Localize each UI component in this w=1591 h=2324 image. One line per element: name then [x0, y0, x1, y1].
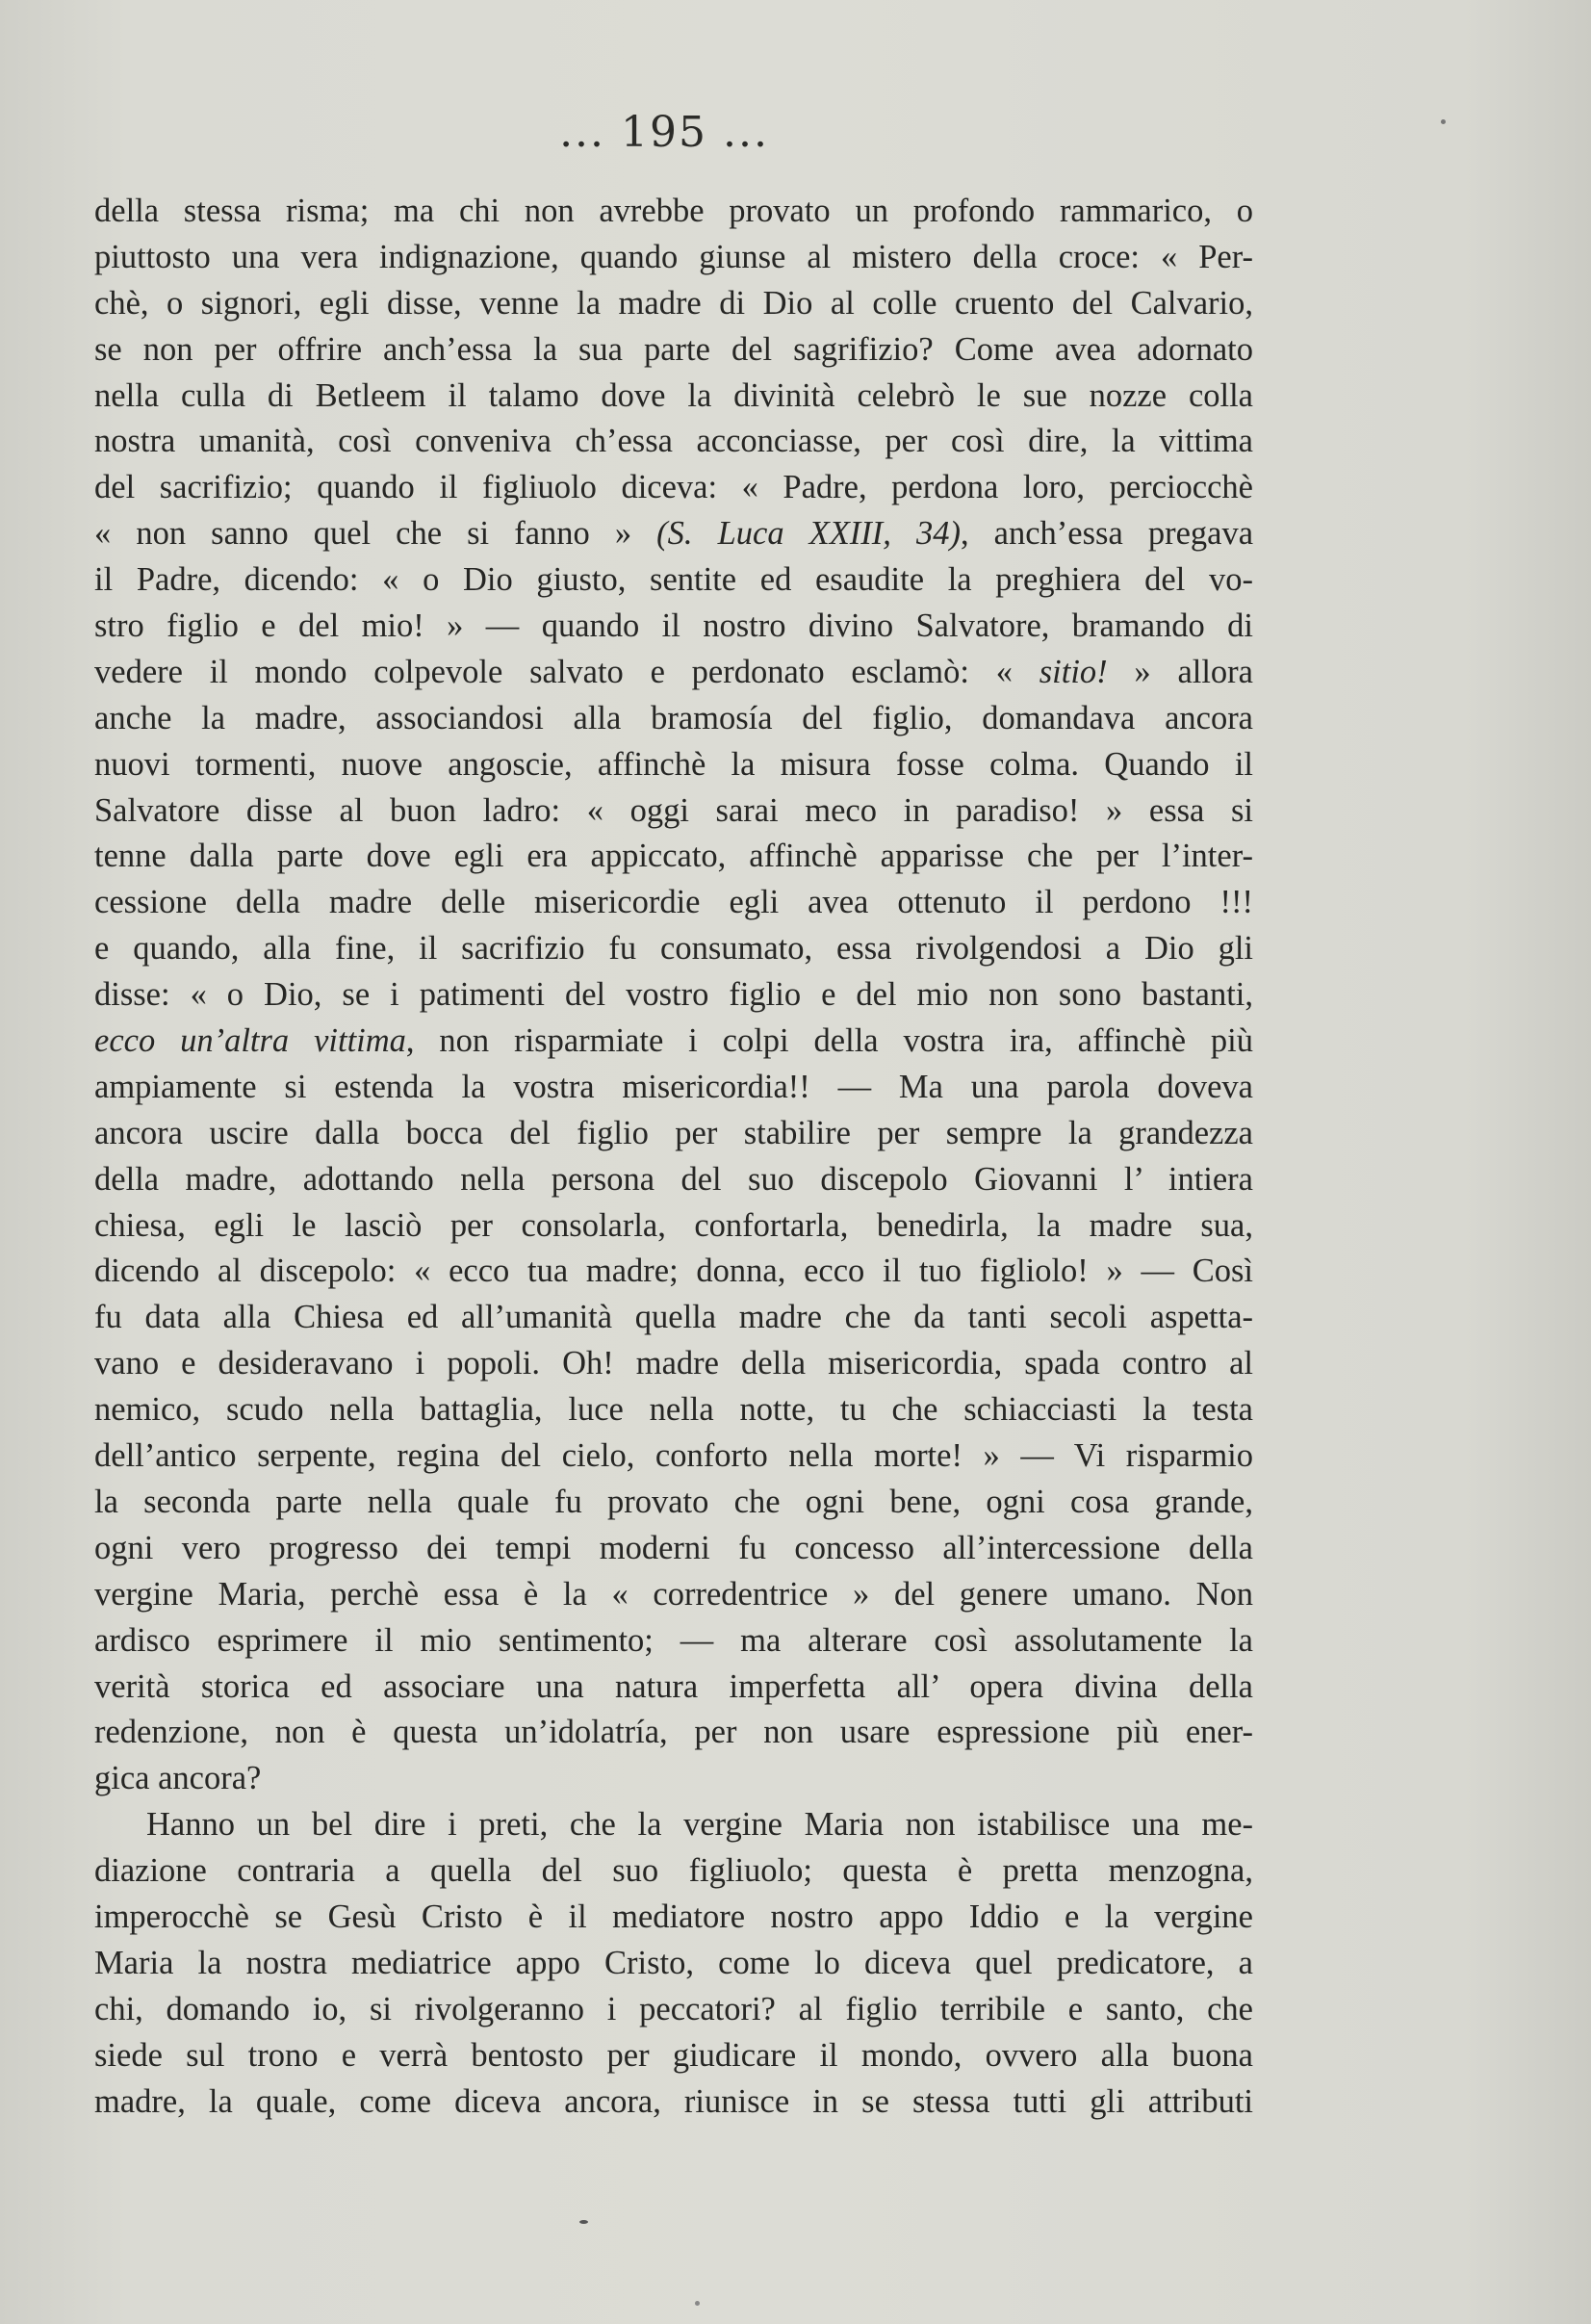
text-line: dell’antico serpente, regina del cielo, conforto nella morte! » — Vi risparmio — [94, 1437, 1253, 1475]
text-segment: , non risparmiate i colpi della vostra ira, affinchè più — [405, 1022, 1253, 1060]
paper-speck — [695, 2301, 700, 2306]
italic-quote: ecco un’altra vittima — [94, 1022, 406, 1060]
paper-speck — [1441, 119, 1446, 124]
text-segment: , anch’essa pregava — [960, 515, 1253, 553]
text-line: e quando, alla fine, il sacrifizio fu consumato, essa rivolgendosi a Dio gli — [94, 930, 1253, 968]
text-line: redenzione, non è questa un’idolatría, per non usare espressione più ener- — [94, 1714, 1253, 1751]
text-line: ogni vero progresso dei tempi moderni fu concesso all’intercessione della — [94, 1529, 1253, 1566]
text-line: la seconda parte nella quale fu provato che ogni bene, ogni cosa grande, — [94, 1483, 1253, 1520]
text-line: fu data alla Chiesa ed all’umanità quella madre che da tanti secoli aspetta- — [94, 1299, 1253, 1336]
text-line — [94, 650, 1253, 696]
text-line: Salvatore disse al buon ladro: « oggi sarai meco in paradiso! » essa si — [94, 791, 1253, 829]
text-line: nostra umanità, così conveniva ch’essa acconciasse, per così dire, la vittima — [94, 423, 1253, 460]
text-line: il Padre, dicendo: « o Dio giusto, sentite ed esaudite la preghiera del vo- — [94, 561, 1253, 599]
text-line: tenne dalla parte dove egli era appiccato, affinchè apparisse che per l’inter- — [94, 838, 1253, 875]
text-line: chi, domando io, si rivolgeranno i peccatori? al figlio terribile e santo, che — [94, 1990, 1253, 2027]
paragraph-end-line: gica ancora? — [94, 1760, 262, 1797]
scripture-reference: (S. Luca XXIII, 34) — [656, 515, 961, 553]
text-line: Maria la nostra mediatrice appo Cristo, come lo diceva quel predicatore, a — [94, 1944, 1253, 1981]
text-line: piuttosto una vera indignazione, quando giunse al mistero della croce: « Per- — [94, 238, 1253, 275]
text-line — [94, 511, 1253, 557]
text-line: anche la madre, associandosi alla bramosía del figlio, domandava ancora — [94, 699, 1253, 736]
text-line: ancora uscire dalla bocca del figlio per stabilire per sempre la grandezza — [94, 1114, 1253, 1151]
body-text — [94, 189, 1253, 2125]
text-line: nuovi tormenti, nuove angoscie, affinchè la misura fosse colma. Quando il — [94, 745, 1253, 783]
text-line: verità storica ed associare una natura imperfetta all’ opera divina della — [94, 1667, 1253, 1705]
text-line: dicendo al discepolo: « ecco tua madre; donna, ecco il tuo figliolo! » — Così — [94, 1252, 1253, 1290]
text-segment: vedere il mondo colpevole salvato e perdonato esclamò: « — [94, 653, 1039, 690]
text-line — [94, 1019, 1253, 1065]
text-line: madre, la quale, come diceva ancora, riunisce in se stessa tutti gli attributi — [94, 2082, 1253, 2120]
text-segment: « non sanno quel che si fanno » — [94, 515, 657, 553]
text-line: disse: « o Dio, se i patimenti del vostro figlio e del mio non sono bastanti, — [94, 976, 1253, 1014]
text-line: siede sul trono e verrà bentosto per giudicare il mondo, ovvero alla buona — [94, 2036, 1253, 2074]
text-line: chè, o signori, egli disse, venne la madre di Dio al colle cruento del Calvario, — [94, 284, 1253, 322]
text-line: vergine Maria, perchè essa è la « corredentrice » del genere umano. Non — [94, 1575, 1253, 1613]
text-line: diazione contraria a quella del suo figliuolo; questa è pretta menzogna, — [94, 1852, 1253, 1890]
text-line: cessione della madre delle misericordie egli avea ottenuto il perdono !!! — [94, 884, 1253, 921]
text-line: nella culla di Betleem il talamo dove la divinità celebrò le sue nozze colla — [94, 376, 1253, 414]
text-line: stro figlio e del mio! » — quando il nostro divino Salvatore, bramando di — [94, 607, 1253, 645]
paper-speck — [579, 2220, 588, 2224]
text-line: se non per offrire anch’essa la sua parte del sagrifizio? Come avea adornato — [94, 330, 1253, 368]
text-line: della stessa risma; ma chi non avrebbe provato un profondo rammarico, o — [94, 193, 1253, 229]
text-line: nemico, scudo nella battaglia, luce nella notte, tu che schiacciasti la testa — [94, 1391, 1253, 1429]
text-line: ampiamente si estenda la vostra misericordia!! — Ma una parola doveva — [94, 1068, 1253, 1105]
paragraph-start-line: Hanno un bel dire i preti, che la vergine Maria non istabilisce una me- — [146, 1806, 1253, 1844]
text-segment: » allora — [1107, 653, 1253, 690]
text-line: del sacrifizio; quando il figliuolo diceva: « Padre, perdona loro, perciocchè — [94, 469, 1253, 506]
italic-quote: sitio! — [1039, 653, 1108, 690]
text-line: della madre, adottando nella persona del suo discepolo Giovanni l’ intiera — [94, 1160, 1253, 1198]
text-line: chiesa, egli le lasciò per consolarla, confortarla, benedirla, la madre sua, — [94, 1206, 1253, 1244]
text-line: imperocchè se Gesù Cristo è il mediatore nostro appo Iddio e la vergine — [94, 1898, 1253, 1935]
page-number: ... 195 ... — [559, 108, 769, 157]
text-line: ardisco esprimere il mio sentimento; — ma alterare così assolutamente la — [94, 1621, 1253, 1659]
text-line: vano e desideravano i popoli. Oh! madre della misericordia, spada contro al — [94, 1345, 1253, 1382]
